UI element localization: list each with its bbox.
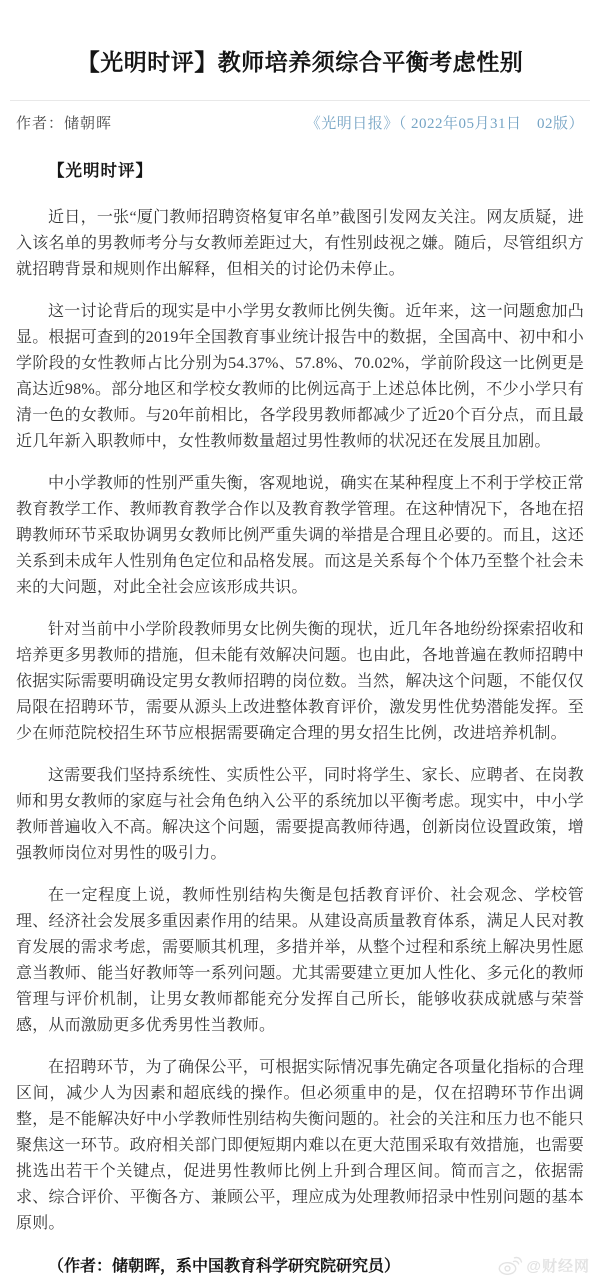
body-paragraph-5: 这需要我们坚持系统性、实质性公平，同时将学生、家长、应聘者、在岗教师和男女教师的家庭与社会角色纳入公平的系统加以平衡考虑。现实中，中小学教师普遍收入不高。解决这个问题，需要提高教师待遇，创新岗位设置政策，增强教师岗位对男性的吸引力。	[16, 767, 584, 862]
footer-author-note: （作者：储朝晖，系中国教育科学研究院研究员）	[48, 1258, 401, 1275]
article-title: 【光明时评】教师培养须综合平衡考虑性别	[76, 49, 524, 75]
weibo-icon	[497, 1254, 523, 1276]
body-paragraph-4: 针对当前中小学阶段教师男女比例失衡的现状，近几年各地纷纷探索招收和培养更多男教师的措施，但未能有效解决问题。也由此，各地普遍在教师招聘中依据实际需要明确设定男女教师招聘的岗位数。当然，解决这个问题，不能仅仅局限在招聘环节，需要从源头上改进整体教育评价，激发男性优势潜能发挥。至少在师范院校招生环节应根据需要确定合理的男女招生比例，改进培养机制。	[16, 621, 584, 742]
body-paragraph-1: 近日，一张“厦门教师招聘资格复审名单”截图引发网友关注。网友质疑，进入该名单的男教师考分与女教师差距过大，有性别歧视之嫌。随后，尽管组织方就招聘背景和规则作出解释，但相关的讨论仍未停止。	[16, 209, 584, 278]
article-page	[0, 46, 600, 1282]
title-divider	[10, 100, 590, 101]
column-tag: 【光明时评】	[48, 161, 153, 180]
author-line: 作者：储朝晖	[16, 116, 113, 132]
body-paragraph-7: 在招聘环节，为了确保公平，可根据实际情况事先确定各项量化指标的合理区间，减少人为因素和超底线的操作。但必须重申的是，仅在招聘环节作出调整，是不能解决好中小学教师性别结构失衡问题的。社会的关注和压力也不能只聚焦这一环节。政府相关部门即便短期内难以在更大范围采取有效措施，也需要挑选出若干个关键点，促进男性教师比例上升到合理区间。简而言之，依据需求、综合评价、平衡各方、兼顾公平，理应成为处理教师招录中性别问题的基本原则。	[16, 1059, 584, 1232]
body-paragraph-6: 在一定程度上说，教师性别结构失衡是包括教育评价、社会观念、学校管理、经济社会发展多重因素作用的结果。从建设高质量教育体系，满足人民对教育发展的需求考虑，需要顺其机理，多措并举，从整个过程和系统上解决男性愿意当教师、能当好教师等一系列问题。尤其需要建立更加人性化、多元化的教师管理与评价机制，让男女教师都能充分发挥自己所长，能够收获成就感与荣誉感，从而激励更多优秀男性当教师。	[16, 887, 584, 1034]
watermark	[497, 1254, 590, 1276]
body-paragraph-3: 中小学教师的性别严重失衡，客观地说，确实在某种程度上不利于学校正常教育教学工作、教师教育教学合作以及教育教学管理。在这种情况下，各地在招聘教师环节采取协调男女教师比例严重失调的举措是合理且必要的。而且，这还关系到未成年人性别角色定位和品格发展。而这是关系每个个体乃至整个社会未来的大问题，对此全社会应该形成共识。	[16, 475, 584, 596]
body-paragraph-2: 这一讨论背后的现实是中小学男女教师比例失衡。近年来，这一问题愈加凸显。根据可查到的2019年全国教育事业统计报告中的数据，全国高中、初中和小学阶段的女性教师占比分别为54.37%、57.8%、70.02%，学前阶段这一比例更是高达近98%。部分地区和学校女教师的比例远高于上述总体比例，不少小学只有清一色的女教师。与20年前相比，各学段男教师都减少了近20个百分点，而且最近几年新入职教师中，女性教师数量超过男性教师的状况还在发展且加剧。	[16, 303, 584, 450]
meta-row	[16, 112, 584, 133]
watermark-text: @财经网	[526, 1257, 590, 1275]
source-publication-info: 《光明日报》（ 2022年05月31日 02版）	[305, 116, 584, 132]
